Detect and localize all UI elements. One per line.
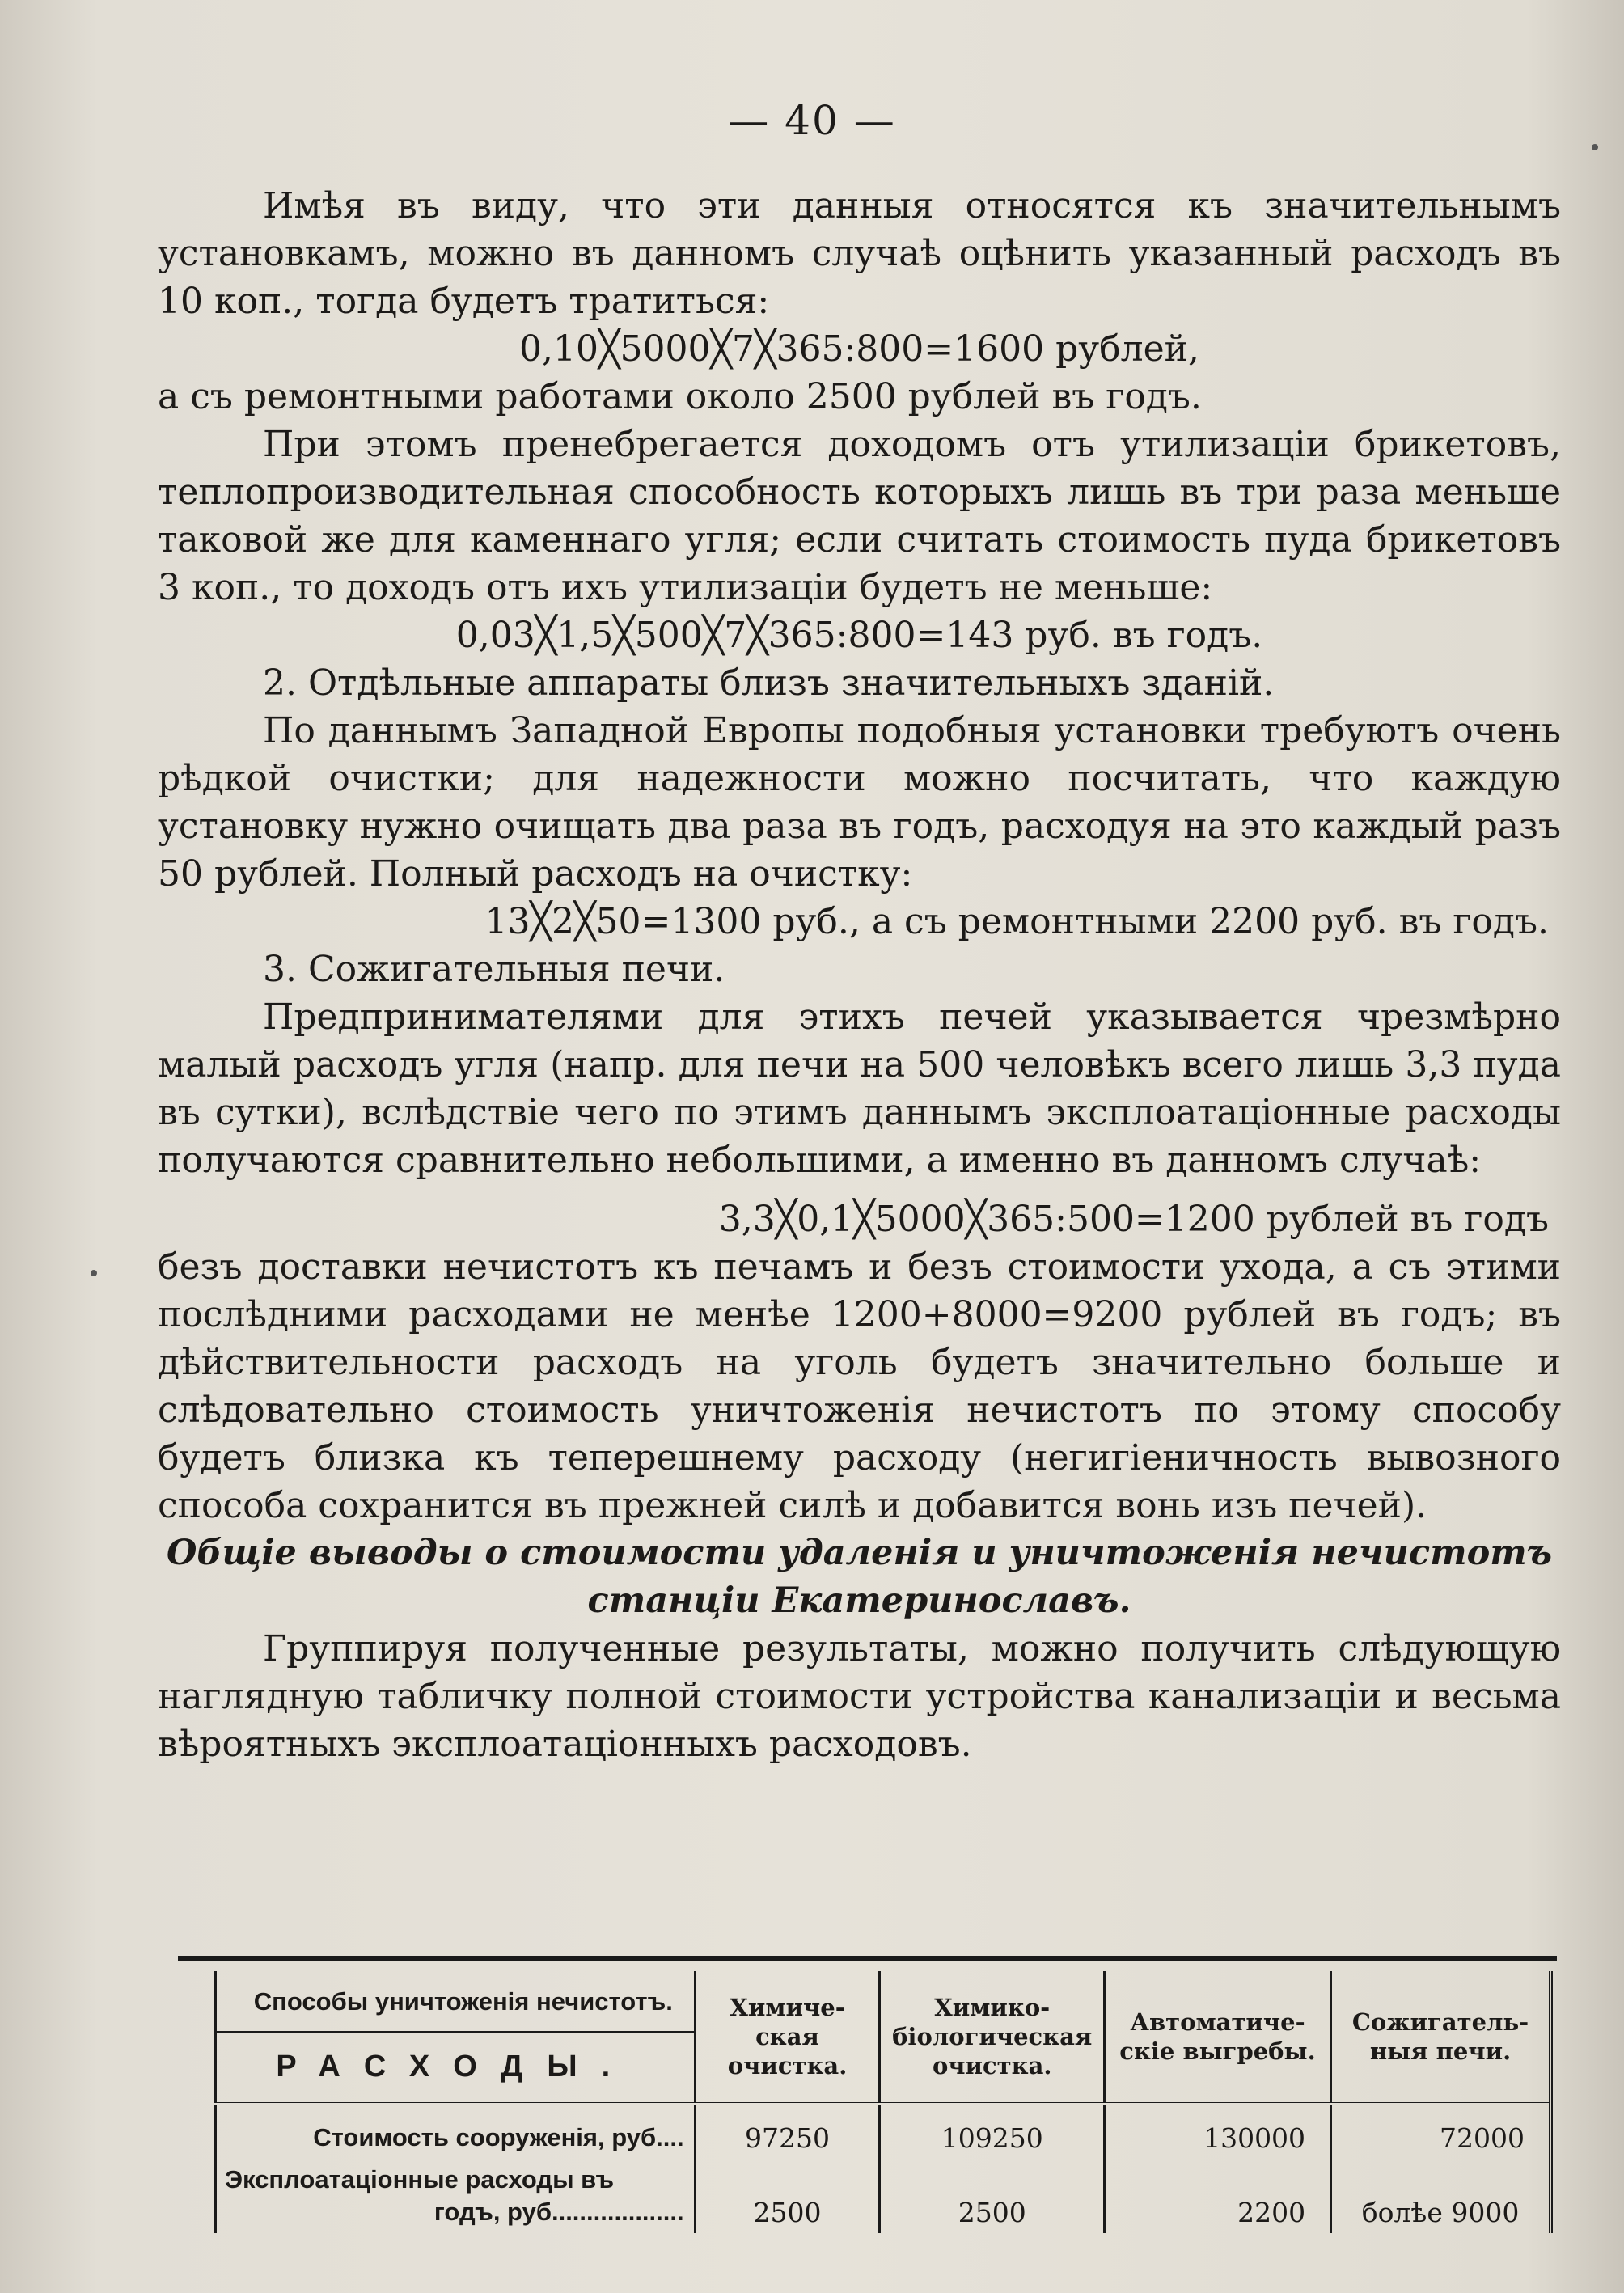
row-label-line: Эксплоатаціонные расходы въ	[225, 2165, 615, 2194]
table-cell: 97250	[695, 2104, 880, 2159]
methods-header: Способы уничтоженія нечистотъ.	[217, 1973, 694, 2033]
formula: 3,3╳0,1╳5000╳365:500=1200 рублей въ годъ	[718, 1199, 1549, 1240]
table-corner-header	[216, 1971, 696, 2104]
table-cell: 109250	[880, 2104, 1104, 2159]
page-number: — 40 —	[728, 97, 896, 144]
table-cell: 2500	[695, 2159, 880, 2233]
paragraph: При этомъ пренебрегается доходомъ отъ утилизаціи брикетовъ, теплопроизводительная способность которыхъ лишь въ три раза меньше таковой же для каменнаго угля; если считать стоимость пуда брикетовъ 3 коп., то доходъ отъ ихъ утилизаціи будетъ не меньше:	[158, 424, 1561, 608]
section-heading: 2. Отдѣльные аппараты близъ значительныхъ зданій.	[263, 662, 1275, 704]
table-cell: 72000	[1331, 2104, 1551, 2159]
paragraph: Предпринимателями для этихъ печей указывается чрезмѣрно малый расходъ угля (напр. для печи на 500 человѣкъ всего лишь 3,3 пуда въ сутки), вслѣдствіе чего по этимъ даннымъ эксплоатаціонные расходы получаются сравнительно небольшими, а именно въ данномъ случаѣ:	[158, 996, 1561, 1181]
paragraph: По даннымъ Западной Европы подобныя установки требуютъ очень рѣдкой очистки; для надежности можно посчитать, что каждую установку нужно очищать два раза въ годъ, расходуя на это каждый разъ 50 рублей. Полный расходъ на очистку:	[158, 710, 1561, 895]
section-heading: 3. Сожигательныя печи.	[263, 949, 725, 990]
row-label-line: годъ, руб...................	[433, 2198, 684, 2226]
table-cell: 130000	[1104, 2104, 1330, 2159]
conclusions-subheading: станціи Екатеринославъ.	[587, 1580, 1131, 1621]
table-header-row	[216, 1971, 1551, 2104]
page-body	[158, 182, 1561, 1768]
column-header: Автоматиче-скіе выгребы.	[1104, 1971, 1330, 2104]
paper-speck	[1592, 144, 1598, 150]
row-label: Стоимость сооруженія, руб....	[216, 2104, 696, 2159]
column-header: Химико-біологическая очистка.	[880, 1971, 1104, 2104]
table-cell: 2200	[1104, 2159, 1330, 2233]
paragraph: а съ ремонтными работами около 2500 рублей въ годъ.	[158, 376, 1202, 417]
cost-table-frame	[178, 1956, 1557, 2273]
table-cell: 2500	[880, 2159, 1104, 2233]
conclusions-heading: Общіе выводы о стоимости удаленія и уничтоженія нечистотъ	[166, 1533, 1553, 1573]
paragraph: безъ доставки нечистотъ къ печамъ и безъ стоимости ухода, а съ этими послѣдними расходами не менѣе 1200+8000=9200 рублей въ годъ; въ дѣйствительности расходъ на уголь будетъ значительно больше и слѣдовательно стоимость уничтоженія нечистотъ по этому способу будетъ близка къ теперешнему расходу (негигіеничность вывозного способа сохранится въ прежней силѣ и добавится вонь изъ печей).	[158, 1246, 1561, 1526]
paper-speck	[91, 1270, 97, 1276]
expenses-header: РАСХОДЫ.	[276, 2050, 635, 2084]
row-label	[216, 2159, 696, 2233]
table-cell: болѣе 9000	[1331, 2159, 1551, 2233]
formula: 0,03╳1,5╳500╳7╳365:800=143 руб. въ годъ.	[455, 615, 1263, 656]
paragraph: Группируя полученные результаты, можно получить слѣдующую наглядную табличку полной стоимости устройства канализаціи и весьма вѣроятныхъ эксплоатаціонныхъ расходовъ.	[158, 1628, 1561, 1765]
table-row	[216, 2104, 1551, 2159]
table-row	[216, 2159, 1551, 2233]
formula: 0,10╳5000╳7╳365:800=1600 рублей,	[519, 328, 1199, 370]
column-header: Сожигатель-ныя печи.	[1331, 1971, 1551, 2104]
paragraph: Имѣя въ виду, что эти данныя относятся къ значительнымъ установкамъ, можно въ данномъ случаѣ оцѣнить указанный расходъ въ 10 коп., тогда будетъ тратиться:	[158, 185, 1561, 322]
column-header: Химиче-ская очистка.	[695, 1971, 880, 2104]
cost-table	[214, 1971, 1553, 2233]
formula: 13╳2╳50=1300 руб., а съ ремонтными 2200 руб. въ годъ.	[484, 901, 1549, 942]
